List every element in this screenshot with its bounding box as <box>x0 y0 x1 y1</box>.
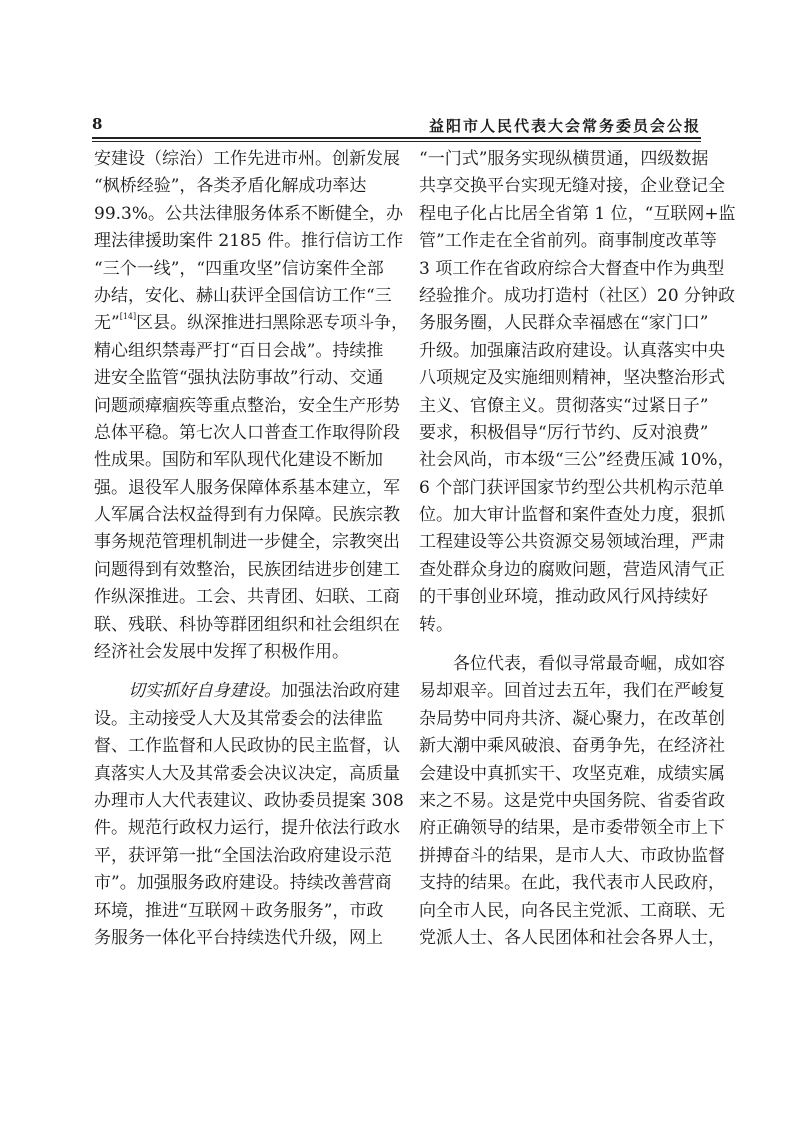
text-line: 支持的结果。在此，我代表市人民政府， <box>419 873 725 894</box>
text-line: 人军属合法权益得到有力保障。民族宗教 <box>94 505 400 526</box>
text-line: 会建设中真抓实干、攻坚克难，成绩实属 <box>419 763 725 784</box>
text-line: 办理市人大代表建议、政协委员提案 308 <box>94 790 404 811</box>
text-line: 作纵深推进。工会、共青团、妇联、工商 <box>94 587 400 608</box>
text-line: 新大潮中乘风破浪、奋勇争先，在经济社 <box>419 736 725 757</box>
text-line: 升级。加强廉洁政府建设。认真落实中央 <box>419 340 725 361</box>
text-line: 转。 <box>419 614 453 635</box>
paragraph-gap <box>419 639 701 651</box>
text-line: “枫桥经验”，各类矛盾化解成功率达 <box>94 176 367 197</box>
text-rest: 区县。纵深推进扫黑除恶专项斗争， <box>136 313 409 334</box>
text-line: 99.3%。公共法律服务体系不断健全，办 <box>94 203 404 224</box>
text-line: 共享交换平台实现无缝对接，企业登记全 <box>419 176 725 197</box>
text-line: 拼搏奋斗的结果，是市人大、市政协监督 <box>419 845 725 866</box>
text-line: 设。主动接受人大及其常委会的法律监 <box>94 708 383 729</box>
text-line: 联、残联、科协等群团组织和社会组织在 <box>94 614 400 635</box>
text-line: 3 项工作在省政府综合大督查中作为典型 <box>419 258 725 279</box>
text-line: 安建设（综治）工作先进市州。创新发展 <box>94 149 400 169</box>
page-number: 8 <box>92 115 103 133</box>
text-line: 务服务圈，人民群众幸福感在“家门口” <box>419 313 709 334</box>
header-rule-thin <box>92 141 701 142</box>
text-line-with-footnote <box>94 310 409 337</box>
text-line: 查处群众身边的腐败问题，营造风清气正 <box>419 559 725 580</box>
para-heading-line <box>94 678 400 705</box>
text-line: 强。退役军人服务保障体系基本建立，军 <box>94 477 400 498</box>
text-line: 问题顽瘴痼疾等重点整治，安全生产形势 <box>94 395 400 416</box>
text-line: “一门式”服务实现纵横贯通，四级数据 <box>419 149 709 169</box>
text-line: 工程建设等公共资源交易领域治理，严肃 <box>419 532 725 553</box>
paragraph-gap <box>94 666 376 678</box>
text-line: 真落实人大及其常委会决议决定，高质量 <box>94 763 400 784</box>
publication-title: 益阳市人民代表大会常务委员会公报 <box>428 117 701 135</box>
text-line: “三个一线”，“四重攻坚”信访案件全部 <box>94 258 384 279</box>
text-line: 经验推介。成功打造村（社区）20 分钟政 <box>419 285 736 306</box>
text-line: 府正确领导的结果，是市委带领全市上下 <box>419 818 725 839</box>
text-rest: 加强法治政府建 <box>281 681 400 702</box>
text-line: 理法律援助案件 2185 件。推行信访工作 <box>94 231 404 252</box>
text-line: 来之不易。这是党中央国务院、省委省政 <box>419 790 725 811</box>
text-line: 环境，推进“互联网＋政务服务”，市政 <box>94 900 384 921</box>
text-line: 杂局势中同舟共济、凝心聚力，在改革创 <box>419 708 725 729</box>
text-line: 各位代表，看似寻常最奇崛，成如容 <box>419 654 725 675</box>
text-line: 总体平稳。第七次人口普查工作取得阶段 <box>94 422 400 443</box>
text-line: 要求，积极倡导“厉行节约、反对浪费” <box>419 422 709 443</box>
text-line: 精心组织禁毒严打“百日会战”。持续推 <box>94 340 384 361</box>
section-heading: 切实抓好自身建设。 <box>128 681 281 702</box>
text-line: 问题得到有效整治，民族团结进步创建工 <box>94 559 400 580</box>
text-line: 的干事创业环境，推动政风行风持续好 <box>419 587 708 608</box>
text-line: 督、工作监督和人民政协的民主监督，认 <box>94 736 400 757</box>
text-line: 事务规范管理机制进一步健全，宗教突出 <box>94 532 400 553</box>
footnote-ref[interactable]: [14] <box>119 312 137 322</box>
left-column <box>94 146 409 952</box>
text-line: 管”工作走在全省前列。商事制度改革等 <box>419 231 717 252</box>
text-line: 程电子化占比居全省第 1 位，“互联网+监 <box>419 203 736 224</box>
text-line: 经济社会发展中发挥了积极作用。 <box>94 642 349 663</box>
right-column <box>419 146 736 952</box>
text-line: 务服务一体化平台持续迭代升级，网上 <box>94 927 383 948</box>
text-line: 6 个部门获评国家节约型公共机构示范单 <box>419 477 725 498</box>
text-line: 市”。加强服务政府建设。持续改善营商 <box>94 873 392 894</box>
text-line: 党派人士、各人民团体和社会各界人士， <box>419 927 725 948</box>
text-line: 易却艰辛。回首过去五年，我们在严峻复 <box>419 681 725 702</box>
text-line: 进安全监管“强执法防事故”行动、交通 <box>94 368 384 389</box>
text-line: 性成果。国防和军队现代化建设不断加 <box>94 450 383 471</box>
text-line: 主义、官僚主义。贯彻落实“过紧日子” <box>419 395 709 416</box>
wu-prefix: 无” <box>94 313 120 334</box>
text-line: 八项规定及实施细则精神，坚决整治形式 <box>419 368 725 389</box>
text-line: 办结，安化、赫山获评全国信访工作“三 <box>94 285 392 306</box>
text-line: 向全市人民，向各民主党派、工商联、无 <box>419 900 725 921</box>
text-line: 平，获评第一批“全国法治政府建设示范 <box>94 845 392 866</box>
header-rule <box>92 137 701 139</box>
text-line: 位。加大审计监督和案件查处力度，狠抓 <box>419 505 725 526</box>
text-line: 社会风尚，市本级“三公”经费压减 10%， <box>419 450 735 471</box>
text-line: 件。规范行政权力运行，提升依法行政水 <box>94 818 400 839</box>
